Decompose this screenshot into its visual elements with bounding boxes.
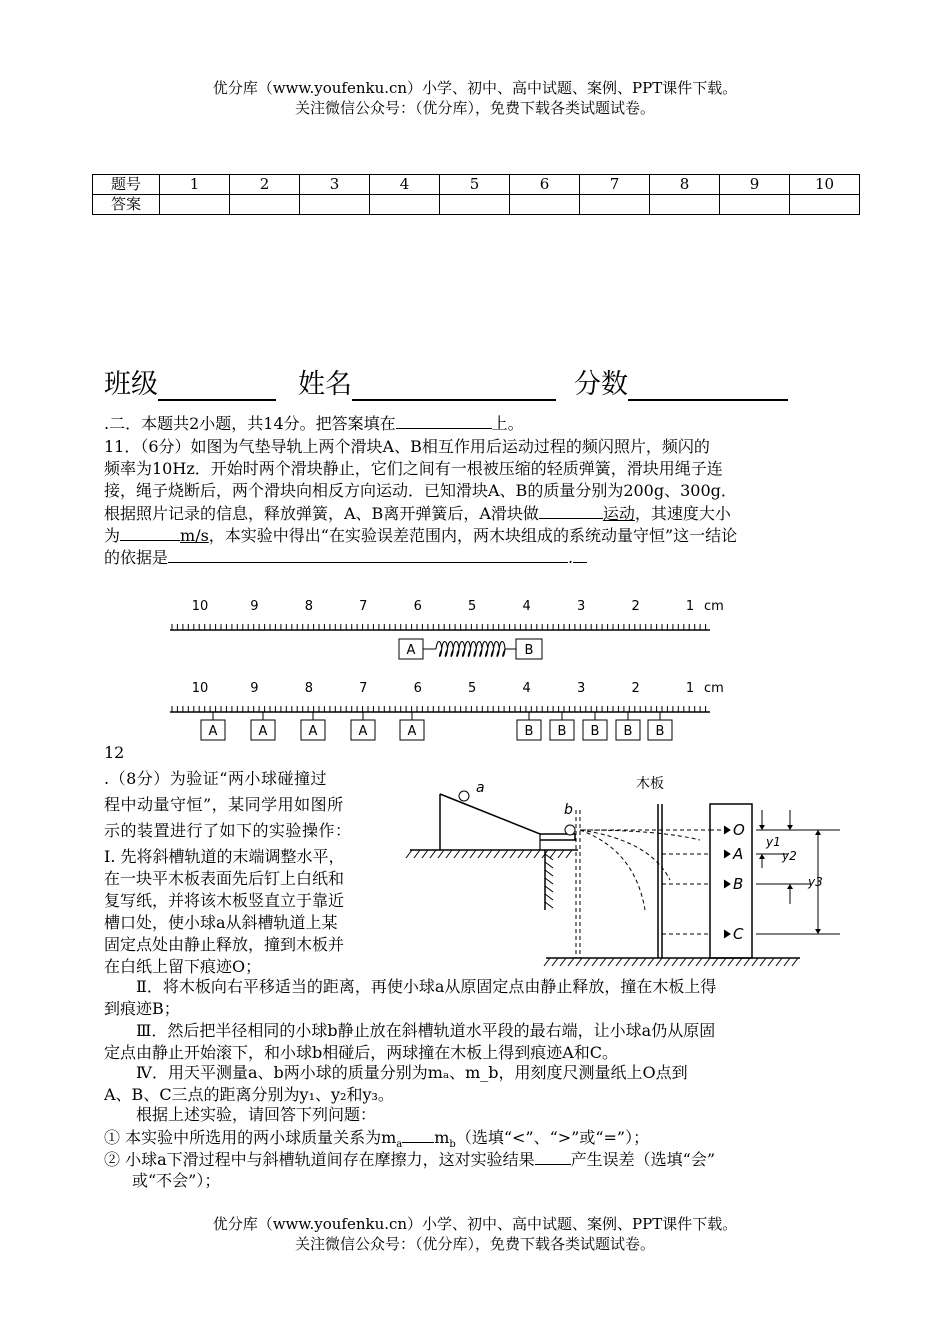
reason-blank-tail — [573, 546, 587, 563]
hatch-line — [470, 850, 476, 858]
hatch-line — [545, 902, 553, 908]
block-b-label: B — [590, 724, 600, 739]
q12-line-4: Ⅰ. 先将斜槽轨道的末端调整水平， — [104, 847, 345, 866]
hatch-line — [545, 862, 553, 868]
hatch-line — [526, 850, 532, 858]
speed-blank[interactable] — [120, 524, 180, 541]
answer-cell[interactable] — [370, 195, 440, 215]
block-a-label: A — [208, 724, 218, 739]
hatch-line — [672, 958, 678, 966]
trajectory-to-c — [580, 830, 645, 910]
compressed-spring — [436, 642, 505, 657]
y2-arrowhead-bottom — [787, 884, 793, 889]
hatch-line — [494, 850, 500, 858]
q12-line-14: Ⅳ．用天平测量a、b两小球的质量分别为mₐ、m_b，用刻度尺测量纸上O点到 — [136, 1063, 688, 1082]
q12-line-9: 在白纸上留下痕迹O； — [104, 957, 262, 976]
ruler-label: 4 — [522, 599, 531, 614]
block-a-label: A — [407, 724, 417, 739]
hatch-line — [600, 958, 606, 966]
hatch-line — [545, 886, 553, 892]
answer-cell[interactable] — [580, 195, 650, 215]
hatch-line — [728, 958, 734, 966]
q12-line-12: Ⅲ．然后把半径相同的小球b静止放在斜槽轨道水平段的最右端，让小球a仍从原固 — [136, 1021, 716, 1040]
block-a-label: A — [358, 724, 368, 739]
q12-line-18 — [104, 1148, 715, 1171]
hatch-line — [688, 958, 694, 966]
hatch-line — [545, 878, 553, 884]
answer-cell[interactable] — [510, 195, 580, 215]
footer-line-2: 关注微信公众号：（优分库），免费下载各类试题试卷。 — [294, 1235, 655, 1253]
ruler-label: 8 — [304, 681, 314, 696]
label-y2: y2 — [782, 849, 797, 863]
q12-line-3: 示的装置进行了如下的实验操作： — [104, 821, 352, 840]
q11-line-6-text: 的依据是 — [104, 548, 169, 567]
mass-relation-blank[interactable] — [402, 1126, 434, 1143]
question-number-row — [93, 175, 860, 195]
motion-word: 运动 — [602, 504, 635, 523]
block-a-label: A — [308, 724, 318, 739]
answer-cell[interactable] — [230, 195, 300, 215]
answer-table — [92, 174, 860, 215]
q12-line-10: Ⅱ．将木板向右平移适当的距离，再使小球a从原固定点由静止释放，撞在木板上得 — [136, 977, 717, 996]
hatch-line — [752, 958, 758, 966]
hatch-line — [624, 958, 630, 966]
hatch-line — [592, 958, 598, 966]
hatch-line — [768, 958, 774, 966]
block-b-label: B — [623, 724, 633, 739]
hatch-line — [576, 958, 582, 966]
hatch-line — [696, 958, 702, 966]
hatch-line — [744, 958, 750, 966]
ruler-label: 3 — [576, 599, 586, 614]
q11-line-6 — [104, 546, 587, 569]
block-a-label: A — [258, 724, 268, 739]
hatch-line — [792, 958, 798, 966]
section-intro-blank — [396, 412, 492, 429]
ruler-label: 1 — [685, 681, 695, 696]
ruler-label: 9 — [250, 599, 259, 614]
hatch-line — [616, 958, 622, 966]
ruler-label: 8 — [304, 599, 314, 614]
hatch-line — [632, 958, 638, 966]
block-b-label: B — [524, 724, 534, 739]
point-c: C — [733, 925, 744, 943]
ball-b — [565, 825, 575, 835]
ball-a-label: a — [476, 780, 485, 796]
question-number: 3 — [300, 175, 370, 195]
answer-cell[interactable] — [440, 195, 510, 215]
ruler-label: 9 — [250, 681, 259, 696]
ground-hatch — [544, 958, 798, 966]
trajectory-to-a — [580, 830, 700, 840]
block-b-positions — [517, 712, 672, 740]
motion-type-blank[interactable] — [539, 502, 603, 519]
ruler-label: 5 — [468, 681, 477, 696]
speed-unit: m/s — [180, 526, 209, 545]
ball-a — [459, 791, 469, 801]
hatch-line — [656, 958, 662, 966]
question-number: 2 — [230, 175, 300, 195]
point-a: A — [733, 845, 744, 863]
q12-line-13: 定点由静止开始滚下，和小球b相碰后，两球撞在木板上得到痕迹A和C。 — [104, 1043, 619, 1062]
hatch-line — [664, 958, 670, 966]
mass-relation-end: （选填“<”、“>”或“=”）； — [455, 1128, 650, 1147]
hatch-line — [584, 958, 590, 966]
friction-text: ② 小球a下滑过程中与斜槽轨道间存在摩擦力，这对实验结果 — [104, 1150, 535, 1169]
board-final — [710, 804, 752, 958]
hatch-line — [502, 850, 508, 858]
ruler-label: 5 — [468, 599, 477, 614]
block-a-initial-label: A — [406, 643, 416, 658]
q12-number: 12 — [104, 743, 125, 762]
trajectory-to-b — [580, 830, 670, 880]
q11-line-3: 接，绳子烧断后，两个滑块向相反方向运动．已知滑块A、B的质量分别为200g、300g． — [104, 481, 737, 500]
hatch-line — [550, 850, 556, 858]
q12-line-7: 槽口处，使小球a从斜槽轨道上某 — [104, 913, 338, 932]
answer-cell[interactable] — [300, 195, 370, 215]
hatch-line — [518, 850, 524, 858]
hatch-line — [552, 958, 558, 966]
y3-arrowhead-top — [815, 830, 821, 835]
mass-relation-text: ① 本实验中所选用的两小球质量关系为m — [104, 1128, 397, 1147]
header-line-1: 优分库（www.youfenku.cn）小学、初中、高中试题、案例、PPT课件下载。 — [212, 79, 738, 97]
ruler-label: 1 — [685, 599, 695, 614]
hatch-line — [486, 850, 492, 858]
hatch-line — [568, 958, 574, 966]
ruler-label: 10 — [191, 599, 209, 614]
hatch-line — [534, 850, 540, 858]
ruler-label: 10 — [191, 681, 209, 696]
row-label-question: 题号 — [93, 175, 160, 195]
answer-cell[interactable] — [720, 195, 790, 215]
block-b-label: B — [557, 724, 567, 739]
q12-line-2: 程中动量守恒”，某同学用如图所 — [104, 795, 344, 814]
ruler-top — [170, 599, 724, 630]
hatch-line — [680, 958, 686, 966]
strobe-ruler-figure — [0, 590, 950, 750]
ruler-bottom — [170, 681, 724, 712]
hatch-line — [422, 850, 428, 858]
ball-b-label: b — [564, 802, 573, 818]
hatch-line — [640, 958, 646, 966]
row-label-answer: 答案 — [93, 195, 160, 215]
point-o: O — [733, 821, 745, 839]
answer-cell[interactable] — [650, 195, 720, 215]
hatch-line — [736, 958, 742, 966]
hatch-line — [545, 894, 553, 900]
q12-line-5: 在一块平木板表面先后钉上白纸和 — [104, 869, 345, 888]
inclined-chute — [440, 794, 575, 850]
block-b-initial-label: B — [524, 643, 534, 658]
name-label: 姓名 — [298, 369, 352, 400]
section-intro-end: 上。 — [491, 414, 524, 433]
hatch-line — [608, 958, 614, 966]
y3-arrowhead-bottom — [815, 929, 821, 934]
name-blank[interactable] — [352, 371, 556, 401]
q12-line-1: .（8分）为验证“两小球碰撞过 — [104, 769, 327, 788]
hatch-line — [712, 958, 718, 966]
q11-line-5-end: ，本实验中得出“在实验误差范围内，两木块组成的系统动量守恒”这一结论 — [208, 526, 738, 545]
footer-line-1: 优分库（www.youfenku.cn）小学、初中、高中试题、案例、PPT课件下载。 — [212, 1215, 738, 1233]
ruler-label: 7 — [359, 681, 368, 696]
ruler-label: 6 — [413, 681, 422, 696]
hatch-line — [720, 958, 726, 966]
section-intro-text: .二．本题共2小题，共14分。把答案填在 — [104, 414, 396, 433]
block-b-label: B — [655, 724, 665, 739]
ruler-unit: cm — [704, 681, 724, 696]
hatch-line — [430, 850, 436, 858]
question-number: 7 — [580, 175, 650, 195]
q11-line-4 — [104, 502, 731, 525]
y2-arrowhead-top — [787, 825, 793, 830]
table-hatch — [406, 850, 572, 858]
leg-hatch — [545, 854, 553, 908]
mass-a-sub: a — [396, 1139, 403, 1151]
mass-b-symbol: m — [434, 1128, 450, 1147]
ruler-label: 3 — [576, 681, 586, 696]
q12-line-8: 固定点处由静止释放，撞到木板并 — [104, 935, 345, 954]
class-label: 班级 — [104, 369, 158, 400]
label-y1: y1 — [766, 835, 781, 849]
section-intro — [104, 412, 524, 435]
hatch-line — [776, 958, 782, 966]
question-number: 9 — [720, 175, 790, 195]
hatch-line — [566, 850, 572, 858]
hatch-line — [704, 958, 710, 966]
ruler-label: 2 — [631, 599, 640, 614]
hatch-line — [438, 850, 444, 858]
q11-line-5 — [104, 524, 737, 547]
ruler-label: 7 — [359, 599, 368, 614]
collision-apparatus-figure — [400, 770, 860, 980]
hatch-line — [760, 958, 766, 966]
score-blank[interactable] — [628, 371, 788, 401]
q12-line-19: 或“不会”）； — [132, 1171, 221, 1190]
friction-blank[interactable] — [535, 1148, 571, 1165]
question-number: 8 — [650, 175, 720, 195]
q11-line-6-end: . — [568, 548, 574, 567]
ruler-label: 4 — [522, 681, 531, 696]
hatch-line — [510, 850, 516, 858]
hatch-line — [446, 850, 452, 858]
hatch-line — [462, 850, 468, 858]
q11-line-5-text: 为 — [104, 526, 121, 545]
hatch-line — [648, 958, 654, 966]
point-b: B — [733, 875, 744, 893]
hatch-line — [544, 958, 550, 966]
answer-row — [93, 195, 860, 215]
q12-line-16: 根据上述实验，请回答下列问题： — [136, 1105, 377, 1124]
friction-end: 产生误差（选填“会” — [570, 1150, 716, 1169]
answer-cell[interactable] — [160, 195, 230, 215]
question-number: 6 — [510, 175, 580, 195]
q11-line-4-text: 根据照片记录的信息，释放弹簧，A、B离开弹簧后，A滑块做 — [104, 504, 539, 523]
q11-line-1: 11．（6分）如图为气垫导轨上两个滑块A、B相互作用后运动过程的频闪照片，频闪的 — [104, 437, 710, 456]
reason-blank[interactable] — [168, 546, 568, 563]
mass-b-sub: b — [449, 1139, 456, 1151]
question-number: 5 — [440, 175, 510, 195]
hatch-line — [560, 958, 566, 966]
question-number: 4 — [370, 175, 440, 195]
answer-cell[interactable] — [790, 195, 860, 215]
q12-line-15: A、B、C三点的距离分别为y₁、y₂和y₃。 — [104, 1085, 394, 1104]
q12-line-11: 到痕迹B； — [104, 999, 180, 1018]
header-line-2: 关注微信公众号：（优分库），免费下载各类试题试卷。 — [294, 99, 655, 117]
hatch-line — [545, 870, 553, 876]
block-a-positions — [201, 712, 424, 740]
y1-arrowhead-bottom — [759, 854, 765, 859]
hatch-line — [784, 958, 790, 966]
question-number: 10 — [790, 175, 860, 195]
class-blank[interactable] — [158, 371, 276, 401]
q12-line-6: 复写纸，并将该木板竖直立于靠近 — [104, 891, 345, 910]
q11-line-4-end: ，其速度大小 — [634, 504, 731, 523]
hatch-line — [454, 850, 460, 858]
hatch-line — [414, 850, 420, 858]
ruler-unit: cm — [704, 599, 724, 614]
y1-arrowhead-top — [759, 825, 765, 830]
hatch-line — [406, 850, 412, 858]
student-info-line — [104, 362, 788, 401]
hatch-line — [558, 850, 564, 858]
q11-line-2: 频率为10Hz．开始时两个滑块静止，它们之间有一根被压缩的轻质弹簧，滑块用绳子连 — [104, 459, 723, 478]
label-y3: y3 — [808, 875, 823, 889]
board-label: 木板 — [636, 776, 664, 792]
ruler-label: 6 — [413, 599, 422, 614]
ruler-label: 2 — [631, 681, 640, 696]
hatch-line — [478, 850, 484, 858]
score-label: 分数 — [574, 369, 628, 400]
question-number: 1 — [160, 175, 230, 195]
